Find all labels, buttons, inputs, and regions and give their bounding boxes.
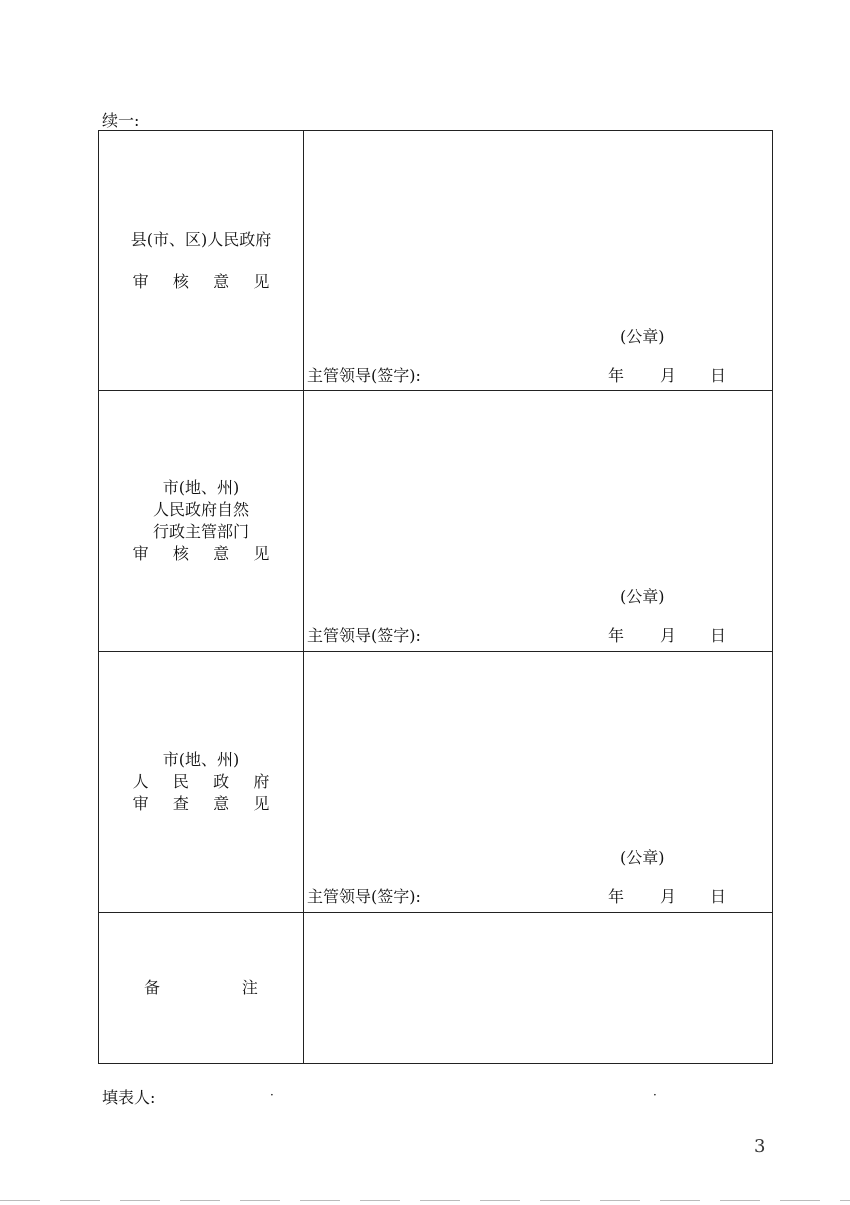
- county-review-row: [99, 131, 773, 391]
- county-review-content[interactable]: [304, 131, 773, 391]
- city-natural-resources-review-content[interactable]: [304, 391, 773, 652]
- date-day: 日: [710, 626, 727, 645]
- date-year: 年: [608, 626, 625, 645]
- date-month: 月: [660, 887, 677, 906]
- city-government-review-label: [99, 652, 304, 913]
- date-day: 日: [710, 366, 727, 385]
- seal-placeholder: (公章): [620, 327, 665, 346]
- city-government-review-content[interactable]: [304, 652, 773, 913]
- label-line: 备 注: [144, 978, 297, 997]
- scan-dot: ·: [270, 1088, 274, 1102]
- signer-label: 主管领导(签字):: [307, 887, 421, 906]
- date-month: 月: [660, 366, 677, 385]
- label-line: 人民政府自然: [152, 500, 249, 519]
- remarks-content[interactable]: [304, 913, 773, 1064]
- label-line: 审 查 意 见: [132, 794, 280, 813]
- date-day: 日: [710, 887, 727, 906]
- date-year: 年: [608, 366, 625, 385]
- date-year: 年: [608, 887, 625, 906]
- remarks-row: [99, 913, 773, 1064]
- city-natural-resources-review-label: [99, 391, 304, 652]
- label-line: 审 核 意 见: [132, 544, 280, 563]
- review-opinion-table: [98, 130, 773, 1064]
- filler-label: 填表人:: [102, 1088, 156, 1107]
- page-number: 3: [754, 1136, 766, 1157]
- signer-label: 主管领导(签字):: [307, 626, 421, 645]
- label-line: 市(地、州): [162, 750, 240, 769]
- label-line: 人 民 政 府: [132, 772, 280, 791]
- date-month: 月: [660, 626, 677, 645]
- city-government-review-row: [99, 652, 773, 913]
- remarks-label: [99, 913, 304, 1064]
- label-line: 市(地、州): [162, 478, 240, 497]
- continuation-label: 续一:: [102, 111, 140, 130]
- city-natural-resources-review-row: [99, 391, 773, 652]
- label-line: 行政主管部门: [152, 522, 249, 541]
- county-review-label: [99, 131, 304, 391]
- scan-edge-line: [0, 1200, 850, 1201]
- label-line: 县(市、区)人民政府: [130, 229, 272, 249]
- scan-dot: ·: [653, 1088, 657, 1102]
- label-line: 审 核 意 见: [132, 271, 280, 291]
- seal-placeholder: (公章): [620, 587, 665, 606]
- signer-label: 主管领导(签字):: [307, 366, 421, 385]
- seal-placeholder: (公章): [620, 848, 665, 867]
